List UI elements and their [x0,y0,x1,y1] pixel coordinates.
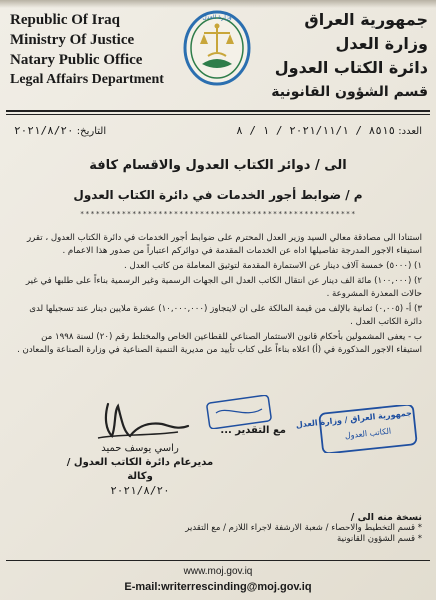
arabic-letterhead [258,8,428,104]
copy-to-line-1: * قسم التخطيط والاحصاء / شعبة الارشفة لاجراء اللازم / مع التقدير [185,523,422,533]
copy-to-label: نسخة منه الى / [350,512,422,523]
small-official-stamp [206,395,272,429]
body-item-1: ١) (٥٠٠٠) خمسة آلاف دينار عن الاستمارة المقدمة لتوثيق المعاملة من كاتب العدل . [124,261,422,271]
signoff-text: مع التقدير ... [220,425,286,436]
addressee-line: الى / دوائر الكتاب العدول والاقسام كافة [89,158,347,173]
handwritten-signature [78,396,198,444]
ministry-stamp [295,405,418,453]
english-letterhead-line-1: Republic Of Iraq [10,12,121,28]
english-letterhead-line-4: Legal Affairs Department [10,72,164,87]
english-letterhead [10,10,190,90]
signature-block [60,442,220,498]
letter-date-value: ٢٠٢١/٨/٢٠ [14,124,74,137]
ministry-logo [182,6,252,86]
letter-date [14,124,106,137]
footer-divider [6,560,430,561]
subject-separator: ***************************************************** [80,210,356,218]
header-divider-top [6,110,430,112]
english-letterhead-line-2: Ministry Of Justice [10,32,135,48]
ministry-stamp-text: جمهورية العراق / وزارة العدل [295,408,413,430]
footer-email[interactable]: E-mail:writerrescinding@moj.gov.iq [124,581,312,593]
reference-number-value: ٨٥١٥ / ٢٠٢١/١١/١ / ١ / ٨ [236,124,396,137]
arabic-letterhead-line-4: قسم الشؤون القانونية [271,84,428,100]
signatory-title: مديرعام دائرة الكاتب العدول / وكالة [66,457,214,482]
letter-body [14,232,422,359]
body-item-3a: ٣) أ- (٠,٠٠٥) ثمانية بالإلف من قيمة المالكة على ان لايتجاوز (١٠,٠٠٠,٠٠٠) عشرة ملايين دينار عند تسجيلها لدى دائرة الكاتب العدل . [29,304,422,327]
copy-to-line-2: * قسم الشؤون القانونية [336,534,422,544]
body-item-2: ٢) (١٠٠,٠٠٠) مائة الف دينار عن انتقال الكاتب العدل الى الجهات الرسمية وغير الرسمية بناءاً على طلبها في غير حالات المعذرة المشروعة . [25,276,422,299]
reference-number-label: العدد: [398,126,422,137]
arabic-letterhead-line-1: جمهورية العراق [304,10,428,29]
signatory-name: راسي يوسف حميد [101,443,179,454]
body-paragraph-intro: استنادا الى مصادقة معالي السيد وزير العدل المحترم على ضوابط أجور الخدمات في دائرة الكتاب العدول ، تقرر استيفاء الاجور المدرجة تفاصيلها اداه عن الخدمات المقدمة في دوائركم اعتباراً من صدور هذا الاعمام . [27,233,422,256]
signature-date: ٢٠٢١/٨/٢٠ [110,484,170,497]
english-letterhead-line-3: Natary Public Office [10,52,143,68]
header-divider-bottom [6,114,430,115]
arabic-letterhead-line-2: وزارة العدل [335,34,428,53]
arabic-letterhead-line-3: دائرة الكتاب العدول [274,58,428,77]
logo-caption: وزارة العدل [202,14,232,21]
footer-website[interactable]: www.moj.gov.iq [183,566,253,577]
body-item-3b: ب - يعفى المشمولين بأحكام قانون الاستثمار الصناعي للقطاعين الخاص والمختلط رقم (٢٠) لسنة ١٩٩٨ من استيفاء الاجور المذكورة في (أ) اعلاه بناءاً على كتاب تأييد من مديرية التنمية الصناعية في وزارة الصناعة والمعادن . [17,332,422,355]
copy-to-block [122,512,422,545]
reference-number [236,124,422,137]
ministry-stamp-subtext: الكاتب العدول [344,426,392,441]
subject-line: م / ضوابط أجور الخدمات في دائرة الكتاب العدول [73,188,363,202]
letter-date-label: التاريخ: [76,126,107,137]
